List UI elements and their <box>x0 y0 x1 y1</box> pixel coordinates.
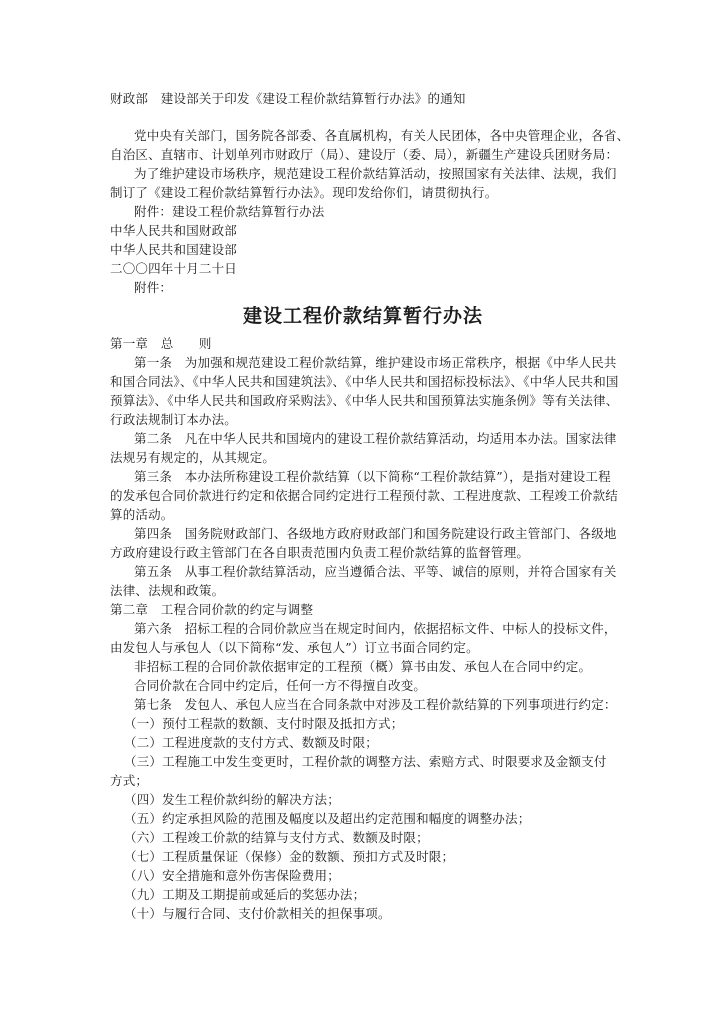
issuer-ministry-construction: 中华人民共和国建设部 <box>110 242 238 257</box>
list-item: （三）工程施工中发生变更时，工程价款的调整方法、索赔方式、时限要求及金额支付 <box>124 754 607 769</box>
notice-paragraph-line: 自治区、直辖市、计划单列市财政厅（局）、建设厅（委、局），新疆生产建设兵团财务局： <box>110 147 619 162</box>
article-line: 第四条 国务院财政部门、各级地方政府财政部门和国务院建设行政主管部门、各级地 <box>134 526 617 541</box>
article-line: 第三条 本办法所称建设工程价款结算（以下简称“工程价款结算”），是指对建设工程 <box>134 469 611 484</box>
notice-paragraph-line: 为了维护建设市场秩序，规范建设工程价款结算活动，按照国家有关法律、法规，我们 <box>134 166 617 181</box>
article-line: 法规另有规定的，从其规定。 <box>110 450 276 465</box>
article-line: 方政府建设行政主管部门在各自职责范围内负责工程价款结算的监督管理。 <box>110 545 530 560</box>
list-item: （十）与履行合同、支付价款相关的担保事项。 <box>124 906 391 921</box>
article-line: 第二条 凡在中华人民共和国境内的建设工程价款结算活动，均适用本办法。国家法律 <box>134 431 617 446</box>
article-line: 由发包人与承包人（以下简称“发、承包人”）订立书面合同约定。 <box>110 640 479 655</box>
article-line: 第一条 为加强和规范建设工程价款结算，维护建设市场正常秩序，根据《中华人民共 <box>134 355 617 370</box>
notice-paragraph-line: 制订了《建设工程价款结算暂行办法》。现印发给你们，请贯彻执行。 <box>110 185 498 200</box>
list-item: （五）约定承担风险的范围及幅度以及超出约定范围和幅度的调整办法； <box>124 811 531 826</box>
article-line: 合同价款在合同中约定后，任何一方不得擅自改变。 <box>134 678 427 693</box>
notice-paragraph-line: 党中央有关部门，国务院各部委、各直属机构，有关人民团体，各中央管理企业，各省、 <box>134 128 630 143</box>
article-line: 行政法规制订本办法。 <box>110 412 238 427</box>
article-line: 的发承包合同价款进行约定和依据合同约定进行工程预付款、工程进度款、工程竣工价款结 <box>110 488 619 503</box>
document-title: 建设工程价款结算暂行办法 <box>242 305 483 327</box>
list-item: （四）发生工程价款纠纷的解决方法； <box>124 792 340 807</box>
list-item: 方式； <box>110 773 149 788</box>
list-item: （一）预付工程款的数额、支付时限及抵扣方式； <box>124 716 404 731</box>
article-line: 第五条 从事工程价款结算活动，应当遵循合法、平等、诚信的原则，并符合国家有关 <box>134 564 617 579</box>
chapter-heading: 第一章 总 则 <box>110 336 212 351</box>
attachment-heading: 附件： <box>134 280 173 295</box>
list-item: （二）工程进度款的支付方式、数额及时限； <box>124 735 379 750</box>
list-item: （九）工期及工期提前或延后的奖惩办法； <box>124 887 366 902</box>
list-item: （六）工程竣工价款的结算与支付方式、数额及时限； <box>124 830 429 845</box>
issuer-ministry-finance: 中华人民共和国财政部 <box>110 223 238 238</box>
article-line: 法律、法规和政策。 <box>110 583 225 598</box>
article-line: 第七条 发包人、承包人应当在合同条款中对涉及工程价款结算的下列事项进行约定： <box>134 697 617 712</box>
attachment-label: 附件：建设工程价款结算暂行办法 <box>134 204 325 219</box>
list-item: （七）工程质量保证（保修）金的数额、预扣方式及时限； <box>124 849 455 864</box>
article-line: 非招标工程的合同价款依据审定的工程预（概）算书由发、承包人在合同中约定。 <box>134 659 592 674</box>
notice-header: 财政部 建设部关于印发《建设工程价款结算暂行办法》的通知 <box>110 91 466 106</box>
list-item: （八）安全措施和意外伤害保险费用； <box>124 868 340 883</box>
issue-date: 二〇〇四年十月二十日 <box>110 261 238 276</box>
article-line: 第六条 招标工程的合同价款应当在规定时间内，依据招标文件、中标人的投标文件， <box>134 621 617 636</box>
article-line: 预算法》、《中华人民共和国政府采购法》、《中华人民共和国预算法实施条例》等有关法律、 <box>110 393 619 408</box>
chapter-heading: 第二章 工程合同价款的约定与调整 <box>110 602 314 617</box>
article-line: 和国合同法》、《中华人民共和国建筑法》、《中华人民共和国招标投标法》、《中华人民共和国 <box>110 374 619 389</box>
article-line: 算的活动。 <box>110 507 174 522</box>
